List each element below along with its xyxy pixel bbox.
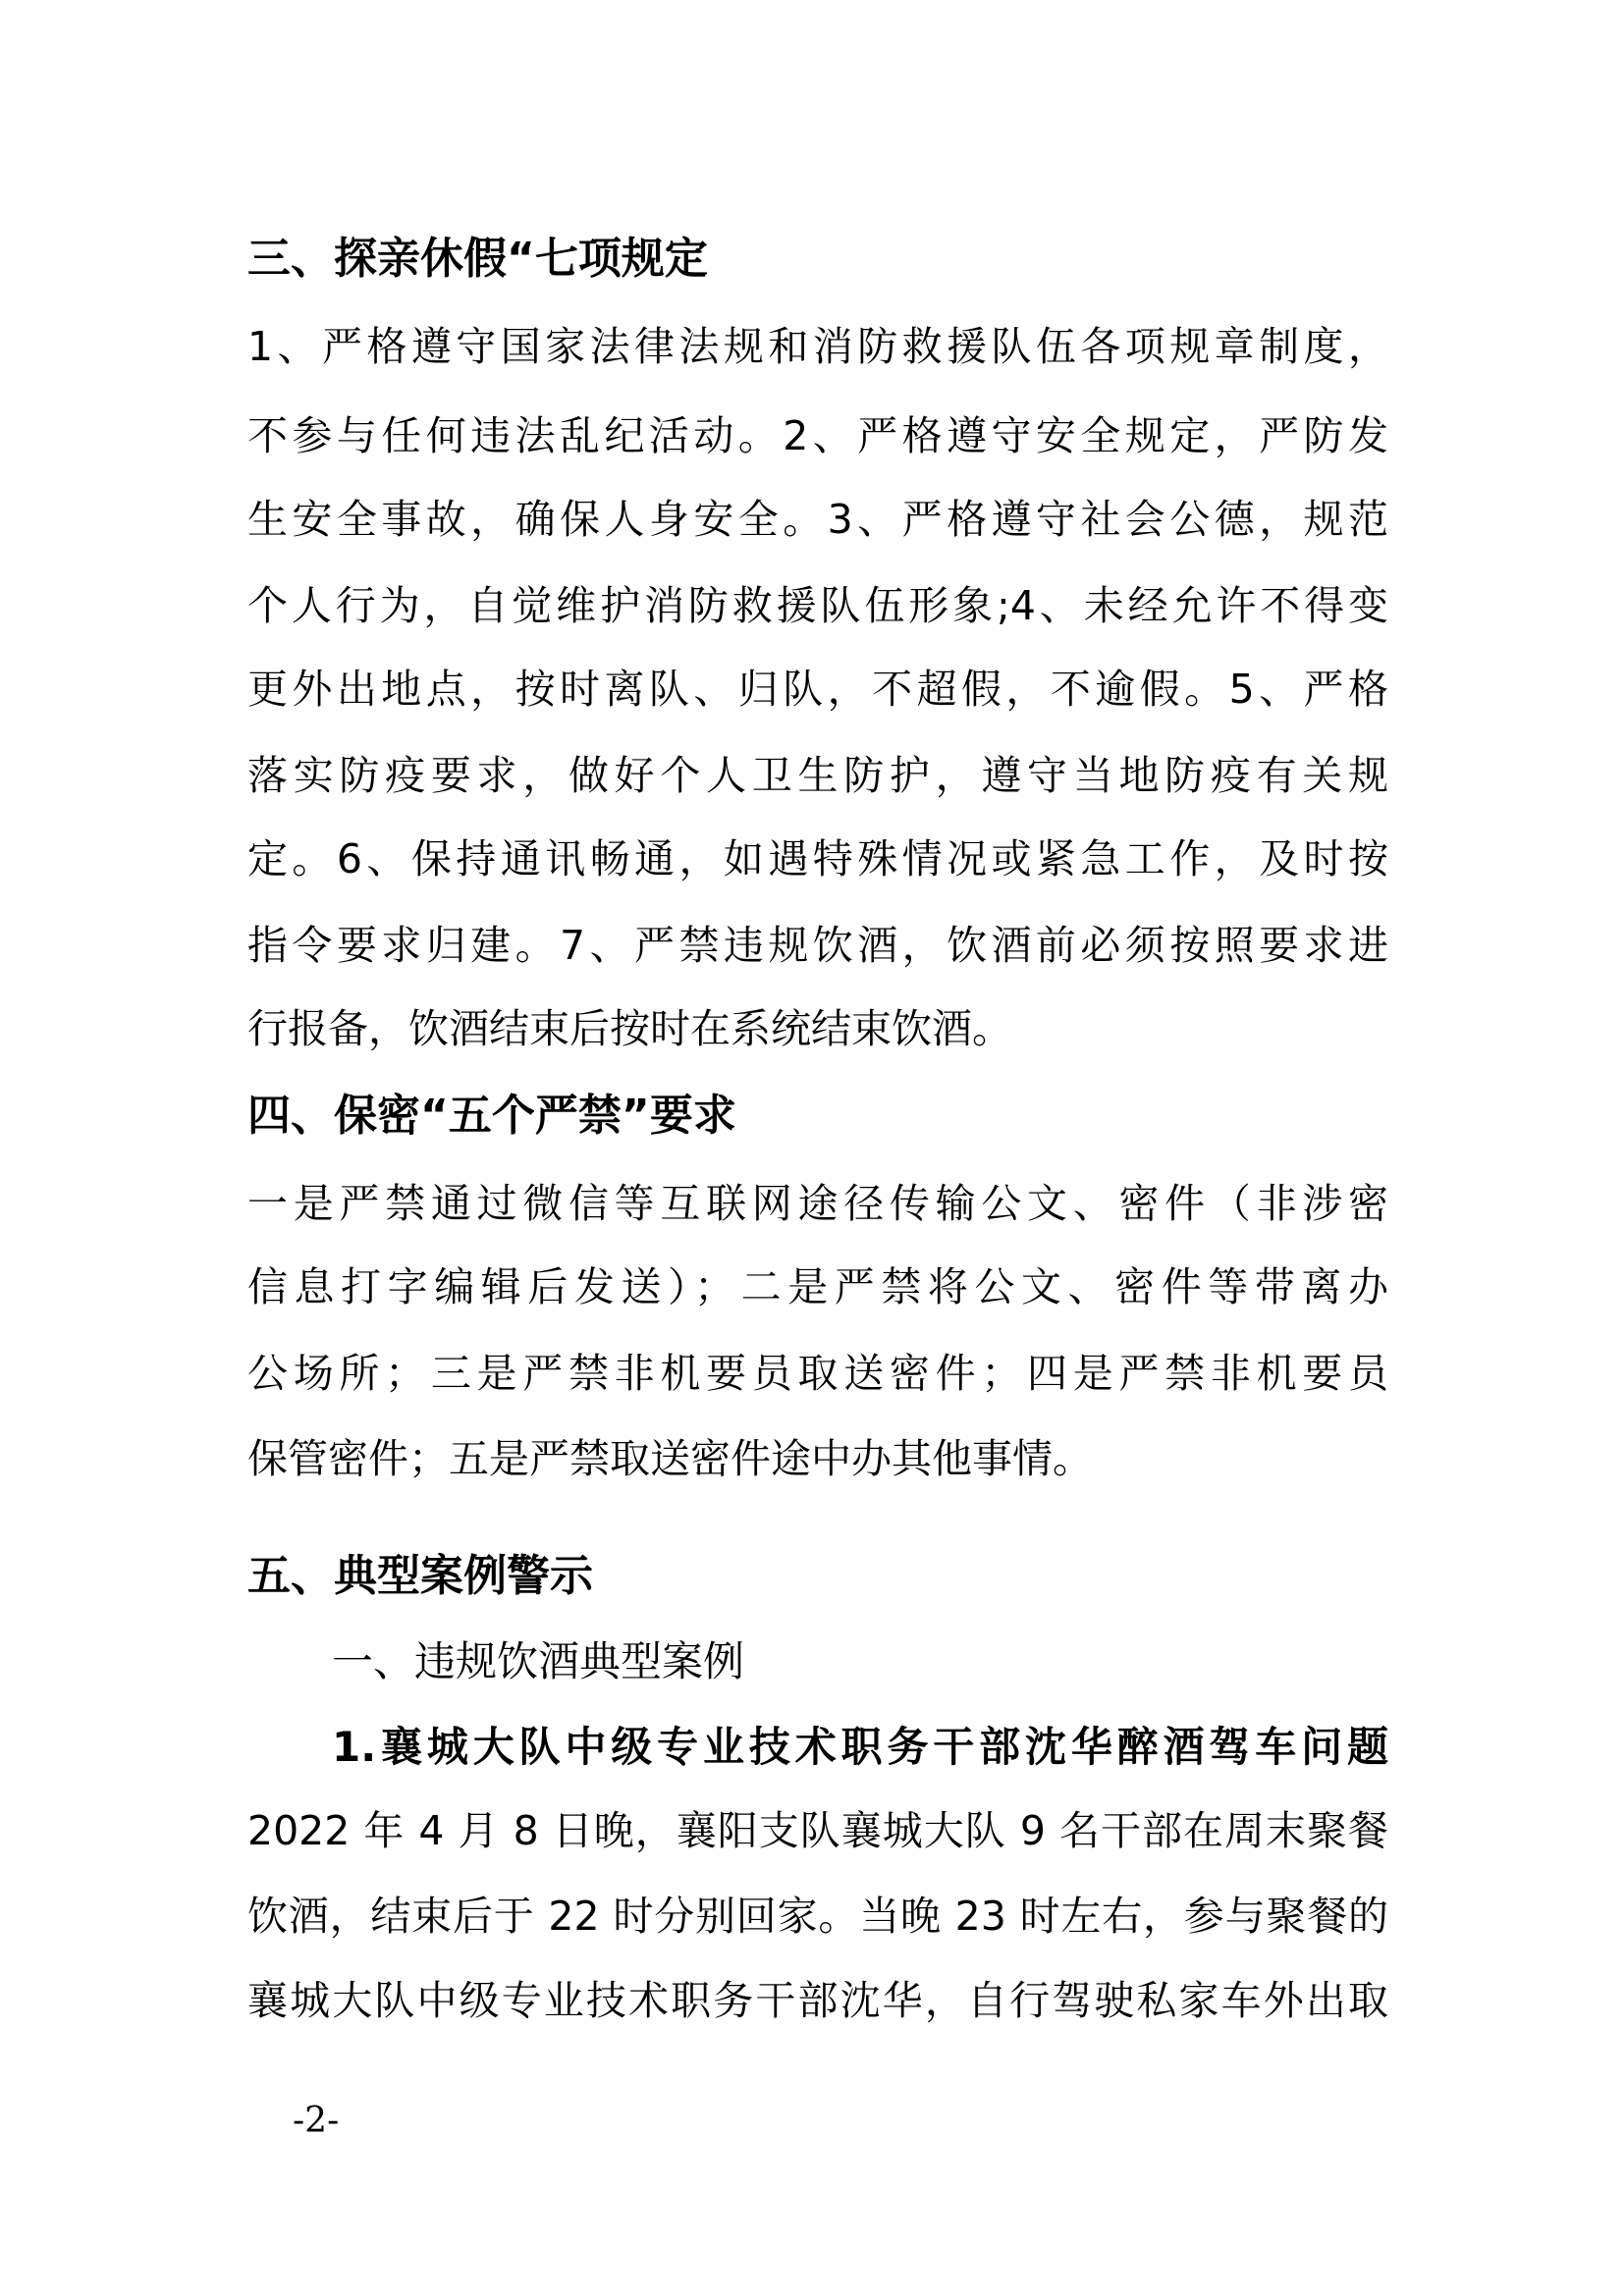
- paragraph-line: 行报备，饮酒结束后按时在系统结束饮酒。: [247, 1005, 1012, 1052]
- paragraph-line: 饮酒，结束后于 22 时分别回家。当晚 23 时左右，参与聚餐的: [247, 1893, 1388, 1940]
- paragraph-line: 1、严格遵守国家法律法规和消防救援队伍各项规章制度，: [247, 323, 1388, 370]
- paragraph-line: 2022 年 4 月 8 日晚，襄阳支队襄城大队 9 名干部在周末聚餐: [247, 1807, 1388, 1854]
- page-number: -2-: [293, 2101, 340, 2141]
- paragraph-line: 更外出地点，按时离队、归队，不超假，不逾假。5、严格: [247, 666, 1388, 713]
- subsection-heading: 一、违规饮酒典型案例: [332, 1637, 745, 1685]
- paragraph-line: 个人行为，自觉维护消防救援队伍形象;4、未经允许不得变: [247, 582, 1388, 629]
- section-heading-4: 四、保密“五个严禁”要求: [247, 1091, 736, 1141]
- paragraph-line: 信息打字编辑后发送）；二是严禁将公文、密件等带离办: [247, 1263, 1388, 1310]
- paragraph-line: 生安全事故，确保人身安全。3、严格遵守社会公德，规范: [247, 496, 1388, 543]
- paragraph-line: 指令要求归建。7、严禁违规饮酒，饮酒前必须按照要求进: [247, 922, 1388, 969]
- paragraph-line: 公场所；三是严禁非机要员取送密件；四是严禁非机要员: [247, 1350, 1388, 1397]
- section-heading-5: 五、典型案例警示: [247, 1551, 593, 1601]
- paragraph-line: 不参与任何违法乱纪活动。2、严格遵守安全规定，严防发: [247, 412, 1388, 459]
- paragraph-line: 一是严禁通过微信等互联网途径传输公文、密件（非涉密: [247, 1180, 1388, 1227]
- case-title: 1.襄城大队中级专业技术职务干部沈华醉酒驾车问题: [332, 1723, 1388, 1771]
- section-heading-3: 三、探亲休假“七项规定: [247, 234, 708, 284]
- paragraph-line: 襄城大队中级专业技术职务干部沈华，自行驾驶私家车外出取: [247, 1977, 1388, 2024]
- paragraph-line: 落实防疫要求，做好个人卫生防护，遵守当地防疫有关规: [247, 752, 1388, 799]
- paragraph-line: 定。6、保持通讯畅通，如遇特殊情况或紧急工作，及时按: [247, 835, 1388, 882]
- paragraph-line: 保管密件；五是严禁取送密件途中办其他事情。: [247, 1435, 1093, 1482]
